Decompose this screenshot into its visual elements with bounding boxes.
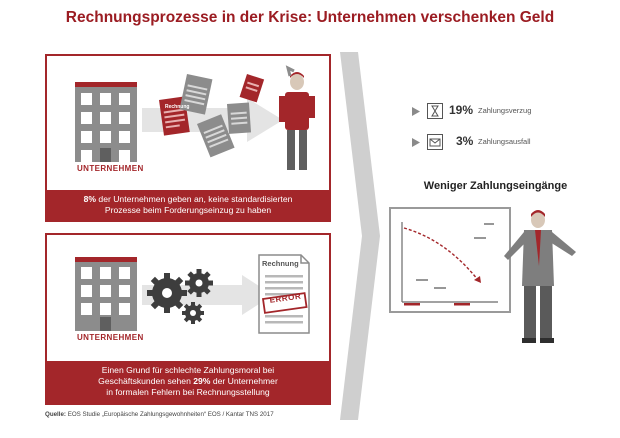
presentation-illustration (386, 200, 586, 360)
presenter-man-icon (504, 210, 576, 343)
caption-text: Geschäftskunden sehen (98, 376, 194, 386)
stat-label: Zahlungsausfall (478, 137, 531, 146)
envelope-icon (427, 134, 443, 150)
whiteboard-icon (390, 208, 510, 312)
invoice-label: Rechnung (165, 104, 190, 110)
panel-top-caption (47, 190, 329, 220)
building-icon (75, 257, 137, 331)
triangle-bullet-icon (412, 107, 420, 116)
company-label: UNTERNEHMEN (77, 164, 144, 173)
stat-percentage: 3% (456, 134, 474, 148)
caption-text: Prozesse beim Forderungseinzug zu haben (104, 205, 272, 215)
caption-percentage: 8% (83, 194, 97, 204)
stat-row-late-payment (412, 102, 592, 122)
invoice-title: Rechnung (262, 259, 299, 268)
caption-text: Einen Grund für schlechte Zahlungsmoral bei (101, 365, 275, 375)
company-label: UNTERNEHMEN (77, 333, 144, 342)
page-title: Rechnungsprozesse in der Krise: Unternehmen verschenken Geld (65, 9, 555, 26)
panel-invoice-errors (45, 233, 331, 405)
stat-percentage: 19% (449, 103, 474, 117)
stat-label: Zahlungsverzug (478, 106, 532, 115)
confused-man-icon (279, 68, 315, 170)
triangle-bullet-icon (412, 138, 420, 147)
hourglass-icon (427, 103, 443, 119)
caption-percentage: 29% (193, 376, 211, 386)
source-note (45, 411, 274, 418)
panel-standardized-processes (45, 54, 331, 222)
source-label: Quelle: (45, 411, 66, 418)
source-text: EOS Studie „Europäische Zahlungsgewohnheiten“ EOS / Kantar TNS 2017 (67, 411, 274, 418)
caption-text: der Unternehmer (210, 376, 278, 386)
caption-text: in formalen Fehlern bei Rechnungsstellung (106, 387, 270, 397)
caption-text: der Unternehmen geben an, keine standardisierten (96, 194, 293, 204)
building-icon (75, 82, 137, 162)
stat-row-payment-default (412, 133, 592, 153)
panel-bottom-caption (47, 361, 329, 403)
chevron-arrow-icon (340, 52, 380, 420)
chart-title: Weniger Zahlungseingänge (423, 180, 568, 192)
error-stamp-text: ERROR (269, 291, 302, 305)
